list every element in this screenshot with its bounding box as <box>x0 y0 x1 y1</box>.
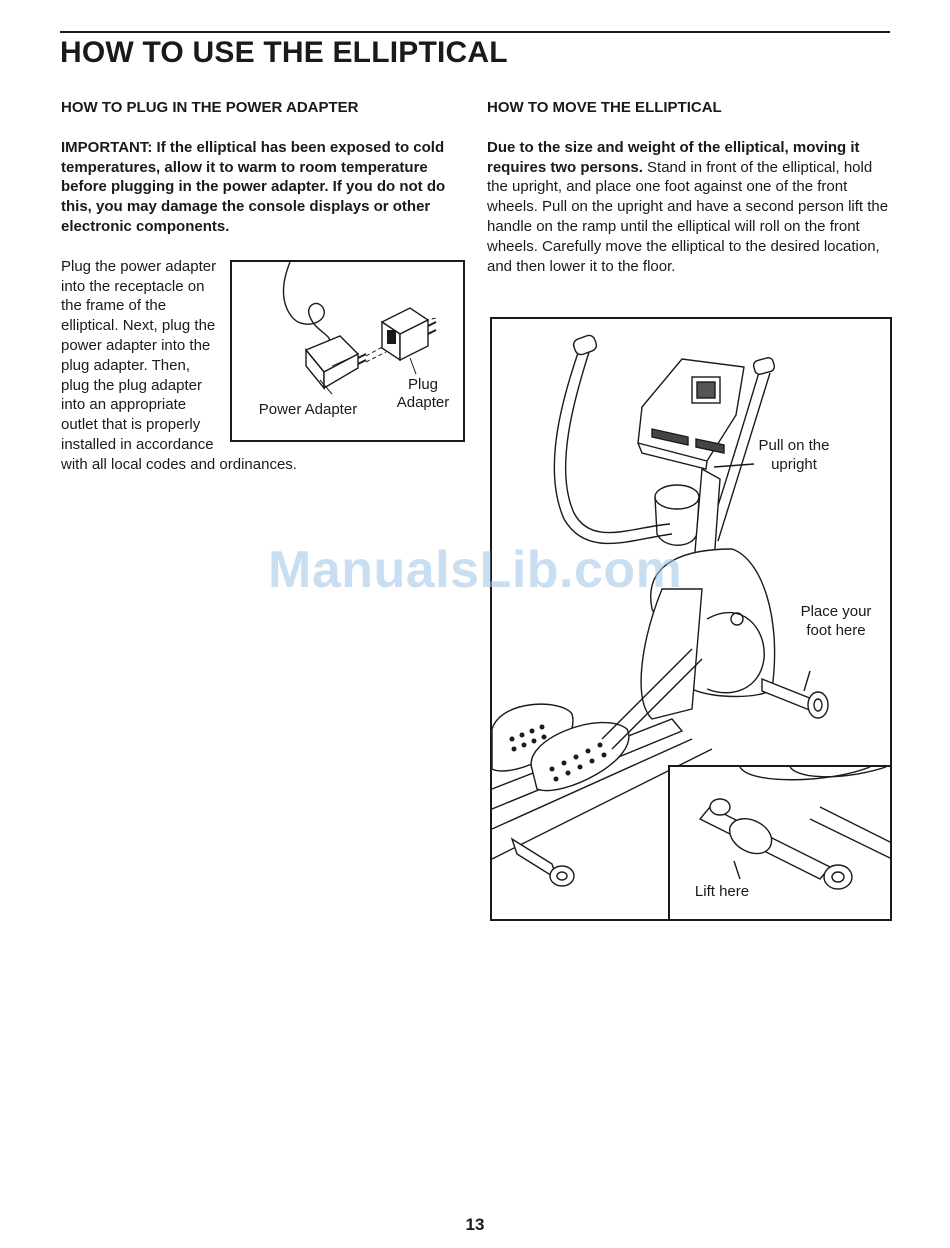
important-warning: IMPORTANT: If the elliptical has been exposed to cold temperatures, allow it to warm to room temperature before plugging in the power adapter. If you do not do this, you may damage the console displays or other electronic components. <box>61 138 446 235</box>
power-adapter-icon <box>306 336 366 388</box>
plug-adapter-label: Plug Adapter <box>396 375 450 411</box>
page-title: HOW TO USE THE ELLIPTICAL <box>60 36 508 69</box>
lift-here-inset <box>668 765 892 919</box>
page-number: 13 <box>465 1215 485 1234</box>
header-rule <box>60 31 890 33</box>
power-adapter-section <box>61 98 449 475</box>
power-adapter-heading: HOW TO PLUG IN THE POWER ADAPTER <box>61 99 359 116</box>
pull-upright-label: Pull on the upright <box>758 437 830 473</box>
move-body: Stand in front of the elliptical, hold the upright, and place one foot against one of the front wheels. Pull on the upright and have a second person lift the handle on the ramp until the elliptical will roll on the front wheels. Carefully move the elliptical to the desired location, and then lower it to the floor. <box>487 158 889 275</box>
move-elliptical-section <box>487 98 892 276</box>
move-instructions <box>487 138 892 277</box>
move-elliptical-heading: HOW TO MOVE THE ELLIPTICAL <box>487 99 722 116</box>
power-adapter-figure <box>230 260 465 442</box>
power-adapter-label: Power Adapter <box>258 400 358 418</box>
watermark: ManualsLib.com <box>268 541 683 599</box>
place-foot-label: Place your foot here <box>800 603 872 639</box>
elliptical-figure <box>490 317 892 921</box>
lift-here-label: Lift here <box>694 883 750 900</box>
plug-adapter-icon <box>382 308 436 360</box>
move-bold-lead: Due to the size and weight of the elliptical, moving it requires two persons. <box>487 138 860 176</box>
plug-instructions: Plug the power adapter into the receptacle on the frame of the elliptical. Next, plug the power adapter into the plug adapter. Then, plug the plug adapter into an appropriate outlet that is properly installed in accordance with all local codes and ordinances. <box>61 257 297 473</box>
